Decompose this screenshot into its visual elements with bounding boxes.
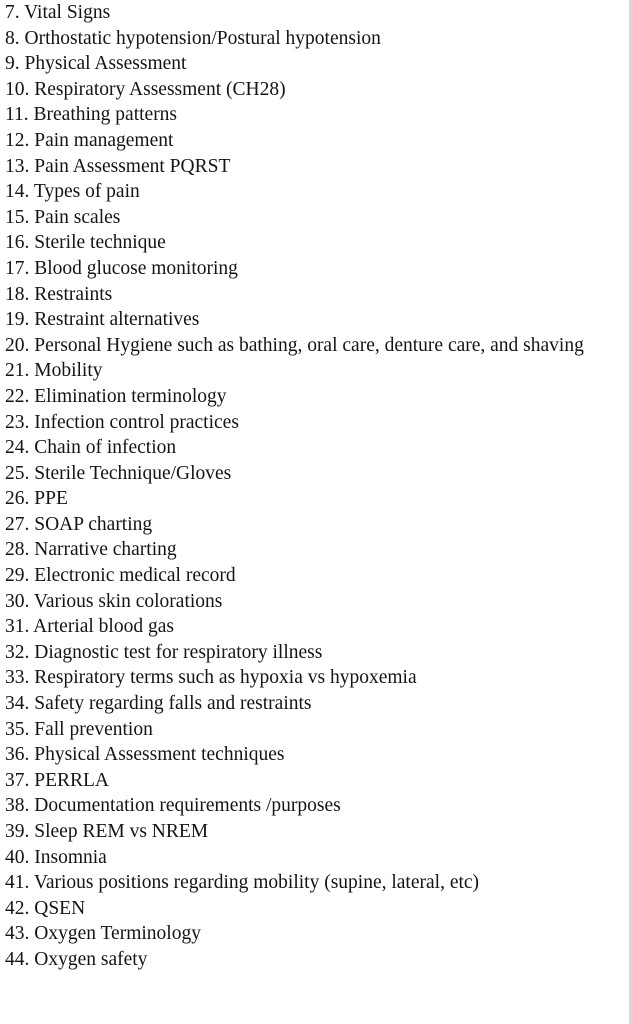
list-item: 17. Blood glucose monitoring xyxy=(5,257,238,279)
list-item: 12. Pain management xyxy=(5,129,174,151)
list-item: 7. Vital Signs xyxy=(5,2,111,23)
list-item: 22. Elimination terminology xyxy=(5,385,227,407)
list-item: 19. Restraint alternatives xyxy=(5,309,200,331)
list-item: 15. Pain scales xyxy=(5,206,121,228)
list-item: 42. QSEN xyxy=(5,897,86,919)
list-item: 33. Respiratory terms such as hypoxia vs hypoxemia xyxy=(5,667,417,689)
list-item: 44. Oxygen safety xyxy=(5,948,148,970)
list-item: 32. Diagnostic test for respiratory illness xyxy=(5,641,323,663)
list-item: 24. Chain of infection xyxy=(5,437,177,459)
list-item: 37. PERRLA xyxy=(5,769,110,791)
list-item: 29. Electronic medical record xyxy=(5,565,236,587)
list-item: 35. Fall prevention xyxy=(5,718,153,740)
list-item: 20. Personal Hygiene such as bathing, oral care, denture care, and shaving xyxy=(5,334,584,356)
list-item: 23. Infection control practices xyxy=(5,411,239,433)
list-item: 9. Physical Assessment xyxy=(5,53,187,75)
list-item: 11. Breathing patterns xyxy=(5,104,178,126)
list-item: 38. Documentation requirements /purposes xyxy=(5,795,341,817)
list-item: 39. Sleep REM vs NREM xyxy=(5,821,209,842)
list-item: 31. Arterial blood gas xyxy=(5,616,174,638)
list-item: 8. Orthostatic hypotension/Postural hypotension xyxy=(5,27,381,49)
list-item: 14. Types of pain xyxy=(5,181,140,203)
list-item: 43. Oxygen Terminology xyxy=(5,923,201,945)
list-item: 13. Pain Assessment PQRST xyxy=(5,155,231,177)
list-item: 10. Respiratory Assessment (CH28) xyxy=(5,78,286,100)
list-item: 18. Restraints xyxy=(5,283,113,305)
list-item: 16. Sterile technique xyxy=(5,232,166,254)
list-item: 25. Sterile Technique/Gloves xyxy=(5,462,232,484)
list-item: 26. PPE xyxy=(5,488,68,510)
list-item: 28. Narrative charting xyxy=(5,539,177,561)
list-item: 40. Insomnia xyxy=(5,846,107,868)
list-item: 30. Various skin colorations xyxy=(5,590,223,612)
list-item: 34. Safety regarding falls and restraints xyxy=(5,693,312,715)
list-item: 27. SOAP charting xyxy=(5,513,153,535)
topic-list xyxy=(5,0,605,973)
list-item: 41. Various positions regarding mobility (supine, lateral, etc) xyxy=(5,872,480,894)
list-item: 36. Physical Assessment techniques xyxy=(5,744,285,766)
list-item: 21. Mobility xyxy=(5,360,103,382)
